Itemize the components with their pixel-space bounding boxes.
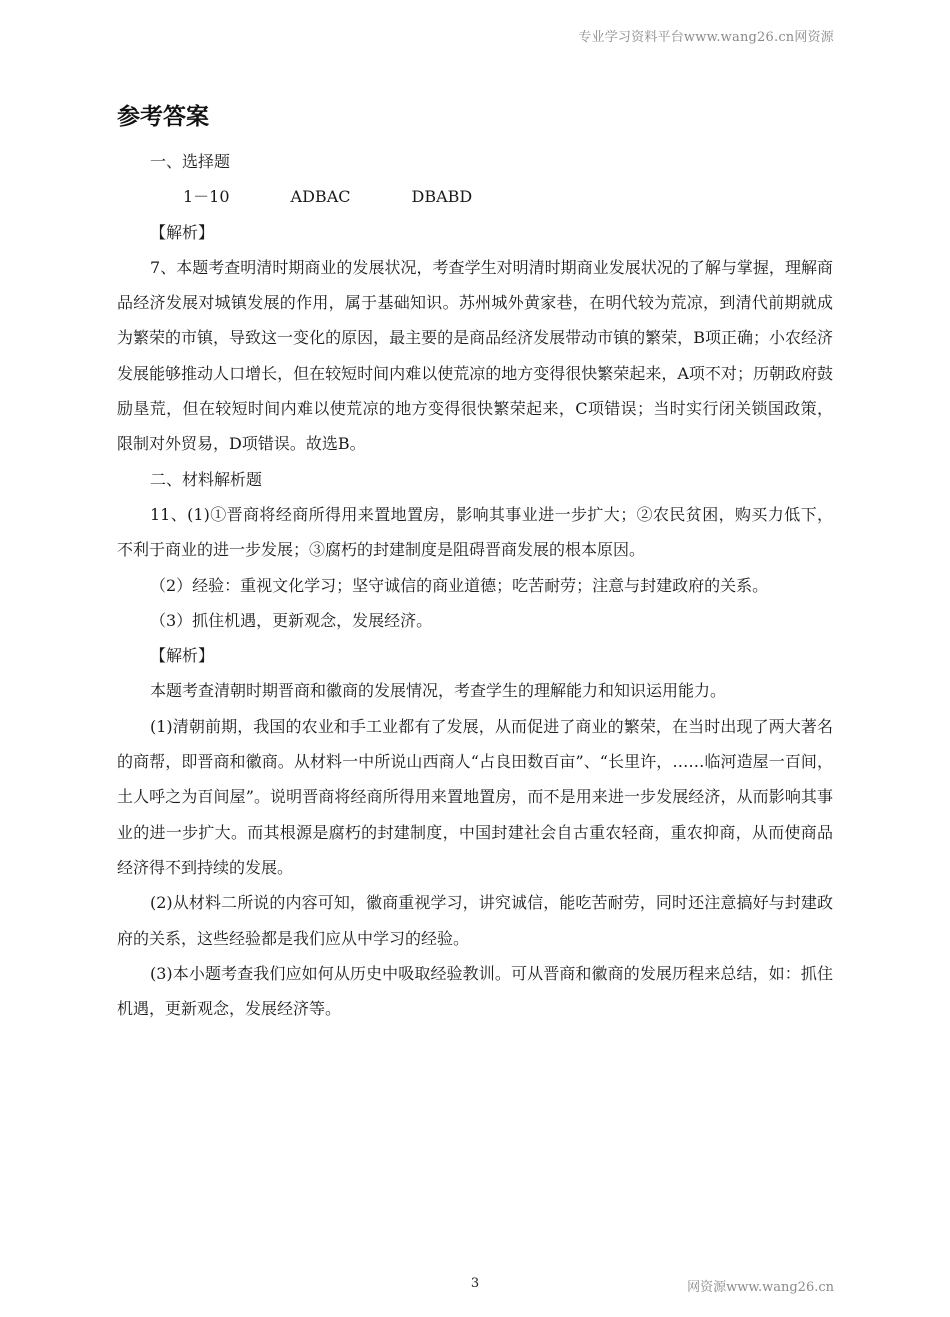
header-watermark: 专业学习资料平台www.wang26.cn网资源 [578,30,834,45]
answer-range: 1－10 [183,187,230,207]
q11-answer-2: （2）经验：重视文化学习；坚守诚信的商业道德；吃苦耐劳；注意与封建政府的关系。 [150,575,769,595]
analysis-label: 【解析】 [150,646,215,666]
footer-watermark: 网资源www.wang26.cn [687,1280,834,1295]
answers-group-1: ADBAC [290,187,351,207]
analysis-part-1: (1)清朝前期，我国的农业和手工业都有了发展，从而促进了商业的繁荣，在当时出现了两大著名的商帮，即晋商和徽商。从材料一中所说山西商人“占良田数百亩”、“长里许，……临河造屋一百间，土人呼之为百间屋”。说明晋商将经商所得用来置地置房，而不是用来进一步发展经济，从而影响其事业的进一步扩大。而其根源是腐朽的封建制度，中国封建社会自古重农轻商，重农抑商，从而使商品经济得不到持续的发展。 [117,716,833,877]
answer-key [117,179,833,214]
page-number: 3 [470,1276,480,1291]
q11-answer-1: 11、(1)①晋商将经商所得用来置地置房，影响其事业进一步扩大；②农民贫困，购买力低下，不利于商业的进一步发展；③腐朽的封建制度是阻碍晋商发展的根本原因。 [117,504,833,560]
document-body [117,98,833,1026]
analysis-intro: 本题考查清朝时期晋商和徽商的发展情况，考查学生的理解能力和知识运用能力。 [150,681,727,701]
section-heading-material: 二、材料解析题 [150,469,263,489]
analysis-label: 【解析】 [150,222,215,242]
answers-group-2: DBABD [411,187,473,207]
analysis-part-2: (2)从材料二所说的内容可知，徽商重视学习，讲究诚信，能吃苦耐劳，同时还注意搞好与封建政府的关系，这些经验都是我们应从中学习的经验。 [117,893,833,948]
q11-answer-3: （3）抓住机遇，更新观念，发展经济。 [150,610,433,630]
q7-analysis: 7、本题考查明清时期商业的发展状况，考查学生对明清时期商业发展状况的了解与掌握，理解商品经济发展对城镇发展的作用，属于基础知识。苏州城外黄家巷，在明代较为荒凉，到清代前期就成为繁荣的市镇，导致这一变化的原因，最主要的是商品经济发展带动市镇的繁荣，B项正确；小农经济发展能够推动人口增长，但在较短时间内难以使荒凉的地方变得很快繁荣起来，A项不对；历朝政府鼓励垦荒，但在较短时间内难以使荒凉的地方变得很快繁荣起来，C项错误；当时实行闭关锁国政策，限制对外贸易，D项错误。故选B。 [117,257,833,454]
section-heading-choice: 一、选择题 [150,152,231,171]
analysis-part-3: (3)本小题考查我们应如何从历史中吸取经验教训。可从晋商和徽商的发展历程来总结，如：抓住机遇，更新观念，发展经济等。 [117,963,833,1019]
page-title: 参考答案 [117,104,209,130]
